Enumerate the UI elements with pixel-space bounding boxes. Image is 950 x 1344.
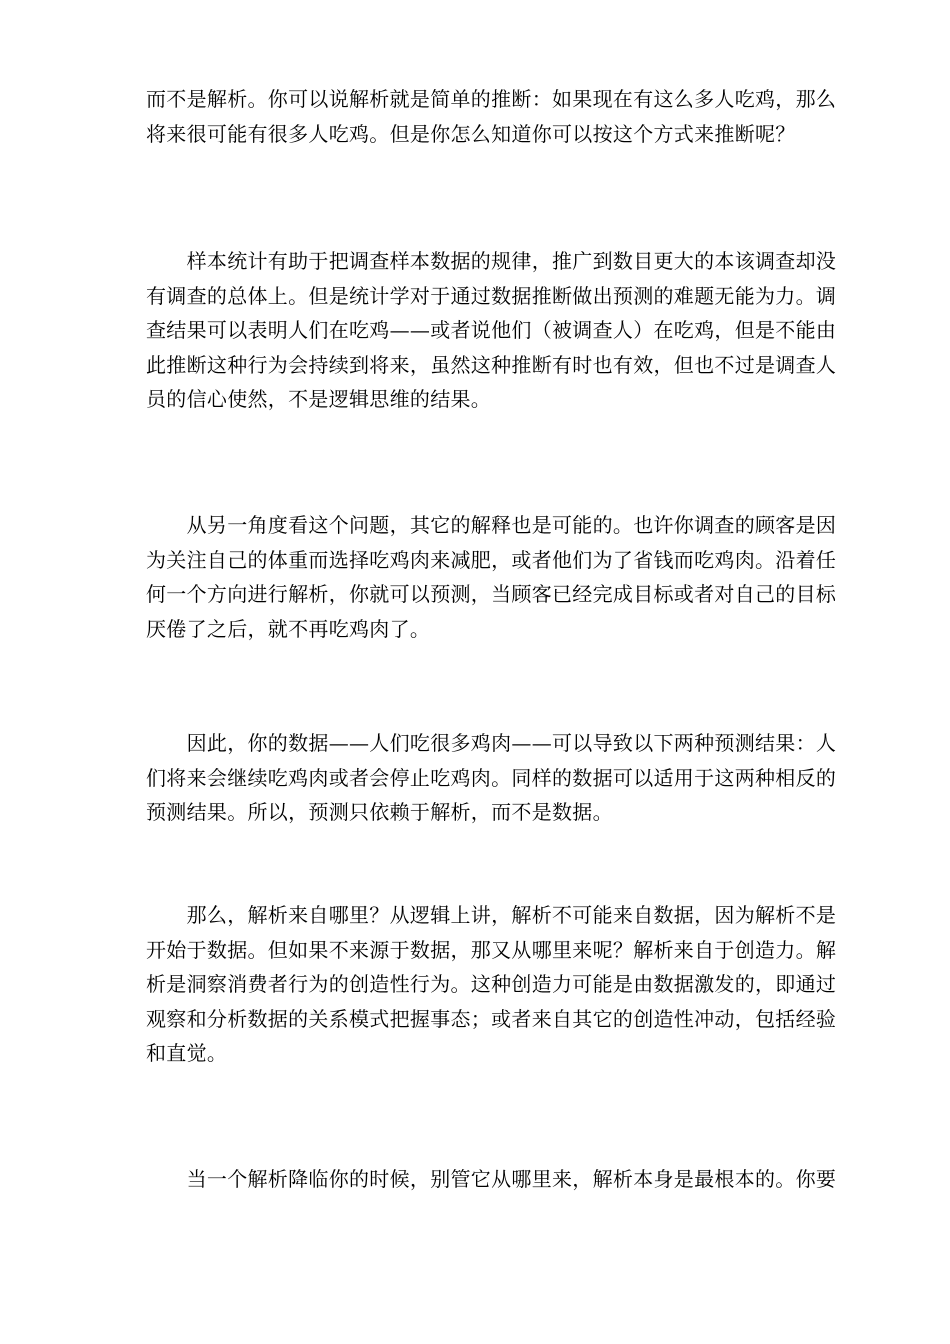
paragraph-2 [146,244,837,417]
text-line: 因此，你的数据——人们吃很多鸡肉——可以导致以下两种预测结果：人 [146,731,837,755]
paragraph-3 [146,508,837,646]
text-line: 将来很可能有很多人吃鸡。但是你怎么知道你可以按这个方式来推断呢？ [146,121,796,146]
paragraph-5 [146,898,837,1071]
text-line: 此推断这种行为会持续到将来，虽然这种推断有时也有效，但也不过是调查人 [146,352,837,377]
text-line: 和直觉。 [146,1041,228,1065]
text-line: 厌倦了之后，就不再吃鸡肉了。 [146,616,431,641]
text-line: 有调查的总体上。但是统计学对于通过数据推断做出预测的难题无能为力。调 [146,283,837,308]
text-line: 从另一角度看这个问题，其它的解释也是可能的。也许你调查的顾客是因 [146,513,837,537]
text-line: 观察和分析数据的关系模式把握事态；或者来自其它的创造性冲动，包括经验 [146,1006,837,1031]
text-line: 为关注自己的体重而选择吃鸡肉来减肥，或者他们为了省钱而吃鸡肉。沿着任 [146,547,837,572]
text-line: 析是洞察消费者行为的创造性行为。这种创造力可能是由数据激发的，即通过 [146,972,837,996]
paragraph-4 [146,726,837,830]
paragraph-6 [146,1162,837,1197]
paragraph-1 [146,82,837,151]
text-line: 们将来会继续吃鸡肉或者会停止吃鸡肉。同样的数据可以适用于这两种相反的 [146,765,837,790]
text-line: 员的信心使然，不是逻辑思维的结果。 [146,387,492,411]
text-line: 查结果可以表明人们在吃鸡——或者说他们（被调查人）在吃鸡，但是不能由 [146,318,837,342]
text-line: 预测结果。所以，预测只依赖于解析，而不是数据。 [146,800,613,824]
text-line: 当一个解析降临你的时候，别管它从哪里来，解析本身是最根本的。你要 [146,1167,837,1191]
text-line: 何一个方向进行解析，你就可以预测，当顾客已经完成目标或者对自己的目标 [146,582,837,606]
text-line: 而不是解析。你可以说解析就是简单的推断：如果现在有这么多人吃鸡，那么 [146,87,837,111]
text-line: 样本统计有助于把调查样本数据的规律，推广到数目更大的本该调查却没 [146,249,837,273]
text-line: 开始于数据。但如果不来源于数据，那又从哪里来呢？解析来自于创造力。解 [146,937,837,962]
text-line: 那么，解析来自哪里？从逻辑上讲，解析不可能来自数据，因为解析不是 [146,903,837,927]
